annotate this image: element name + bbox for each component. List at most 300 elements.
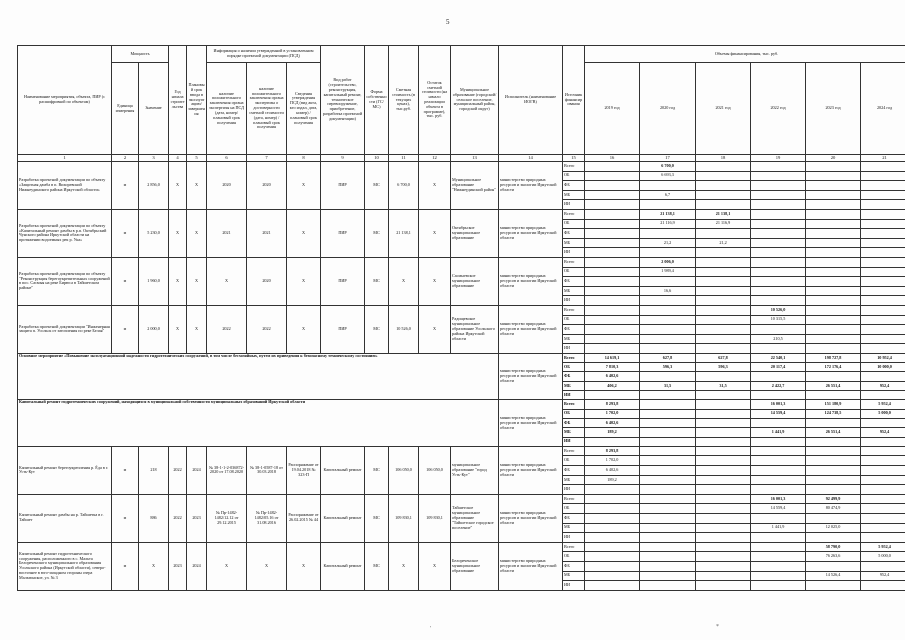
column-number: 20: [806, 155, 861, 162]
cell-amount: [806, 219, 861, 229]
cell-value: 1 960,0: [139, 257, 169, 305]
col-year-2022: 2022 год: [751, 63, 806, 155]
cell-value: 2 856,0: [139, 162, 169, 210]
cell-amount: [696, 200, 751, 210]
cell-source: ФБ: [563, 277, 585, 287]
cell-amount: [696, 523, 751, 533]
cell-amount: 406,2: [585, 381, 640, 390]
cell-amount: [751, 267, 806, 277]
cell-unit: м: [112, 446, 139, 494]
group-title: Капитальный ремонт гидротехнических сооружений, находящихся в муниципальной собственности муниципальных образований Иркутской области: [18, 400, 499, 446]
cell-amount: [585, 437, 640, 446]
cell-amount: 6 402,6: [585, 372, 640, 381]
cell-amount: [696, 277, 751, 287]
cell-unit: м: [112, 494, 139, 542]
cell-approval: Распоряжение от 19.04.2018 № 323-П: [287, 446, 321, 494]
cell-amount: 952,4: [861, 571, 905, 581]
cell-name: Разработка проектной документации по объекту "Реконструкция берегоукрепительных сооружений в пос. Сасмыя на реке Бирюса в Тайшетском районе": [18, 257, 112, 305]
cell-amount: [751, 344, 806, 354]
cell-amount: 14 559,4: [751, 409, 806, 418]
cell-work: ПИР: [321, 305, 365, 353]
cell-amount: [640, 181, 696, 191]
cell-amount: [696, 305, 751, 315]
cell-amount: [861, 523, 905, 533]
cell-amount: [640, 571, 696, 581]
cell-amount: [751, 171, 806, 181]
cell-amount: [585, 581, 640, 591]
cell-amount: [806, 514, 861, 524]
cell-amount: [861, 581, 905, 591]
cell-work: Капитальный ремонт: [321, 542, 365, 590]
column-number: 11: [389, 155, 419, 162]
column-number: 5: [187, 155, 207, 162]
cell-year-start: 2022: [169, 446, 187, 494]
cell-executor: министерство природных ресурсов и экологии Иркутской области: [499, 162, 563, 210]
cell-source: ФБ: [563, 181, 585, 191]
cell-amount: [640, 325, 696, 335]
column-number: 12: [419, 155, 451, 162]
cell-source: ОБ: [563, 409, 585, 418]
cell-source: МБ: [563, 286, 585, 296]
column-number: 1: [18, 155, 112, 162]
cell-amount: 1 702,0: [585, 409, 640, 418]
cell-amount: [751, 219, 806, 229]
cell-own: МС: [365, 305, 389, 353]
cell-amount: 21,2: [696, 238, 751, 248]
cell-amount: [751, 475, 806, 485]
cell-amount: [751, 446, 806, 456]
cell-amount: [696, 475, 751, 485]
col-year-2024: 2024 год: [861, 63, 905, 155]
cell-mun: муниципальное образование "город Усть-Кут": [451, 446, 499, 494]
cell-amount: [806, 209, 861, 219]
cell-amount: [696, 286, 751, 296]
cell-amount: [806, 334, 861, 344]
cell-name: Капитальный ремонт берегоукрепления р. Ёда в г. Усть-Кут: [18, 446, 112, 494]
cell-amount: 952,4: [861, 428, 905, 437]
cell-amount: [861, 494, 905, 504]
cell-amount: [696, 162, 751, 172]
cell-amount: [640, 475, 696, 485]
cell-amount: [751, 561, 806, 571]
cell-remaining: Х: [419, 209, 451, 257]
cell-amount: [640, 514, 696, 524]
cell-remaining: Х: [419, 305, 451, 353]
col-ownership: Форма собственности (ГС/МС): [365, 46, 389, 155]
cell-amount: [806, 257, 861, 267]
cell-amount: [585, 229, 640, 239]
cell-approval: Распоряжение от 26.02.2015 № 44: [287, 494, 321, 542]
cell-amount: [585, 571, 640, 581]
cell-name: Капитальный ремонт гидротехнического сооружения, расположенного в с. Мальта Белореченского муниципального образования Усольского района (Иркутской области), северо-восточнее в юго-западном стороны озера Мальтинское, ул. № 3: [18, 542, 112, 590]
cell-amount: [696, 267, 751, 277]
cell-amount: 6,7: [640, 190, 696, 200]
cell-amount: [640, 437, 696, 446]
cell-source: ФБ: [563, 325, 585, 335]
cell-amount: [751, 581, 806, 591]
cell-amount: [640, 504, 696, 514]
cell-amount: [585, 325, 640, 335]
cell-exp-cost: 2020: [247, 162, 287, 210]
cell-plan-end: Х: [187, 305, 207, 353]
cell-amount: [640, 456, 696, 466]
cell-source: ФБ: [563, 229, 585, 239]
cell-amount: [751, 257, 806, 267]
cell-source: МБ: [563, 238, 585, 248]
column-number: 9: [321, 155, 365, 162]
cell-amount: [861, 315, 905, 325]
cell-source: МБ: [563, 475, 585, 485]
cell-amount: [585, 257, 640, 267]
cell-executor: министерство природных ресурсов и экологии Иркутской области: [499, 257, 563, 305]
cell-amount: [640, 296, 696, 306]
col-approval: Сведения утверждения ПСД (вид акта, кто издал, дата, номер) / плановый срок получения: [287, 63, 321, 155]
cell-amount: [751, 162, 806, 172]
cell-value: 218: [139, 446, 169, 494]
cell-amount: 6 693,3: [640, 171, 696, 181]
cell-amount: [806, 162, 861, 172]
cell-source: Всего: [563, 257, 585, 267]
cell-amount: [806, 190, 861, 200]
cell-amount: [696, 315, 751, 325]
cell-amount: [806, 475, 861, 485]
cell-amount: [806, 267, 861, 277]
cell-work: ПИР: [321, 209, 365, 257]
cell-approval: Х: [287, 542, 321, 590]
table-row: [18, 446, 905, 456]
cell-mun: Радищевское муниципальное образование Усольского района Иркутской области: [451, 305, 499, 353]
cell-amount: [861, 219, 905, 229]
cell-source: МБ: [563, 571, 585, 581]
cell-work: ПИР: [321, 162, 365, 210]
cell-amount: [585, 552, 640, 562]
col-year-2021: 2021 год: [696, 63, 751, 155]
cell-amount: 21 116,9: [640, 219, 696, 229]
cell-amount: 151 180,9: [806, 400, 861, 409]
cell-amount: [585, 171, 640, 181]
cell-amount: [751, 200, 806, 210]
col-exp-cost: наличие положительного заключения органа экспертизы о достоверности сметной стоимости (дата, номер) / плановый срок получения: [247, 63, 287, 155]
cell-amount: [640, 391, 696, 400]
cell-executor: министерство природных ресурсов и экологии Иркутской области: [499, 209, 563, 257]
cell-amount: [696, 514, 751, 524]
cell-amount: [696, 466, 751, 476]
cell-plan-end: Х: [187, 162, 207, 210]
cell-amount: [861, 456, 905, 466]
cell-amount: [861, 418, 905, 427]
cell-amount: [585, 561, 640, 571]
cell-remaining: 109 830,1: [419, 494, 451, 542]
cell-amount: [806, 372, 861, 381]
cell-amount: [751, 456, 806, 466]
cell-amount: [640, 428, 696, 437]
cell-exp-cost: 2022: [247, 305, 287, 353]
cell-own: МС: [365, 494, 389, 542]
cell-cost: Х: [389, 542, 419, 590]
cell-amount: 20 117,4: [751, 363, 806, 372]
cell-amount: [861, 296, 905, 306]
cell-amount: [696, 542, 751, 552]
col-executor: Исполнитель (наименование ИОГВ): [499, 46, 563, 155]
cell-amount: [861, 561, 905, 571]
cell-approval: Х: [287, 209, 321, 257]
cell-source: ИИ: [563, 248, 585, 258]
cell-amount: [696, 552, 751, 562]
table-row: [18, 542, 905, 552]
cell-amount: [806, 181, 861, 191]
cell-amount: 31,5: [696, 381, 751, 390]
page-number: 5: [446, 18, 450, 26]
column-number: 10: [365, 155, 389, 162]
cell-amount: [806, 315, 861, 325]
cell-amount: [696, 325, 751, 335]
column-number: 8: [287, 155, 321, 162]
column-number: 16: [585, 155, 640, 162]
col-remaining: Остаток сметной стоимости (на начало реализации объекта в программе), тыс. руб.: [419, 46, 451, 155]
cell-amount: [861, 257, 905, 267]
cell-amount: [751, 437, 806, 446]
cell-amount: [751, 238, 806, 248]
cell-amount: [696, 494, 751, 504]
col-value: Значение: [139, 63, 169, 155]
cell-amount: 627,8: [640, 353, 696, 362]
cell-amount: [640, 409, 696, 418]
cell-amount: [696, 428, 751, 437]
cell-amount: [751, 277, 806, 287]
cell-amount: [861, 334, 905, 344]
cell-own: МС: [365, 446, 389, 494]
cell-source: МБ: [563, 428, 585, 437]
cell-amount: [585, 238, 640, 248]
table-row: [18, 494, 905, 504]
cell-plan-end: Х: [187, 209, 207, 257]
cell-amount: [751, 391, 806, 400]
cell-amount: [640, 552, 696, 562]
cell-amount: [861, 162, 905, 172]
cell-amount: [861, 238, 905, 248]
cell-amount: 21 138,1: [640, 209, 696, 219]
cell-cost: 109 830,1: [389, 494, 419, 542]
cell-amount: 6 402,6: [585, 418, 640, 427]
cell-source: МБ: [563, 190, 585, 200]
cell-amount: [640, 523, 696, 533]
cell-year-start: Х: [169, 209, 187, 257]
cell-amount: [861, 229, 905, 239]
cell-amount: [585, 267, 640, 277]
cell-source: ОБ: [563, 504, 585, 514]
cell-amount: 7 810,3: [585, 363, 640, 372]
cell-amount: [696, 561, 751, 571]
col-name: Наименование мероприятия, объекта, ПИР (с расшифровкой по объектам): [18, 46, 112, 155]
col-source: Источник финансирования: [563, 46, 585, 155]
cell-amount: [861, 286, 905, 296]
cell-amount: 26 551,4: [806, 381, 861, 390]
cell-amount: [696, 409, 751, 418]
cell-amount: [806, 446, 861, 456]
cell-cost: 106 050,0: [389, 446, 419, 494]
cell-remaining: Х: [419, 162, 451, 210]
cell-source: Всего: [563, 162, 585, 172]
cell-amount: 16 001,3: [751, 400, 806, 409]
cell-year-start: 2023: [169, 542, 187, 590]
cell-source: ОБ: [563, 267, 585, 277]
cell-amount: [696, 391, 751, 400]
cell-amount: [696, 181, 751, 191]
cell-source: ФБ: [563, 466, 585, 476]
cell-amount: [861, 533, 905, 543]
cell-amount: [585, 209, 640, 219]
cell-work: Капитальный ремонт: [321, 494, 365, 542]
cell-source: Всего: [563, 305, 585, 315]
cell-approval: Х: [287, 257, 321, 305]
cell-amount: [751, 372, 806, 381]
cell-amount: [806, 229, 861, 239]
cell-mun: Муниципальное образование "Нижнеудинский район": [451, 162, 499, 210]
cell-source: ФБ: [563, 561, 585, 571]
cell-exp-cost: № 38-1-0587-18 от 30.03.2018: [247, 446, 287, 494]
cell-amount: [861, 391, 905, 400]
cell-amount: 124 738,5: [806, 409, 861, 418]
cell-amount: [585, 190, 640, 200]
cell-amount: [861, 305, 905, 315]
cell-approval: Х: [287, 162, 321, 210]
cell-amount: [696, 418, 751, 427]
cell-own: МС: [365, 209, 389, 257]
cell-amount: 5 000,0: [861, 552, 905, 562]
col-exp-state: наличие положительного заключения органа экспертизы на ПСД (дата, номер/плановый срок получения: [207, 63, 247, 155]
cell-amount: [751, 466, 806, 476]
cell-amount: [640, 561, 696, 571]
cell-amount: [696, 485, 751, 495]
cell-amount: [696, 229, 751, 239]
cell-amount: [696, 296, 751, 306]
cell-cost: 10 526,0: [389, 305, 419, 353]
cell-amount: 5 000,0: [861, 409, 905, 418]
col-municipality: Муниципальное образование (городской/сельское поселение, муниципальный район, городской округ): [451, 46, 499, 155]
cell-amount: [640, 494, 696, 504]
cell-value: 886: [139, 494, 169, 542]
cell-source: ИИ: [563, 200, 585, 210]
cell-plan-end: Х: [187, 257, 207, 305]
cell-amount: 2 006,0: [640, 257, 696, 267]
cell-exp: Х: [207, 257, 247, 305]
cell-amount: [806, 305, 861, 315]
cell-own: МС: [365, 257, 389, 305]
col-group-capacity: Мощность: [112, 46, 169, 63]
cell-exp-cost: 2020: [247, 257, 287, 305]
cell-amount: 1 441,9: [751, 428, 806, 437]
cell-amount: 210,5: [751, 334, 806, 344]
cell-source: ФБ: [563, 372, 585, 381]
cell-amount: [806, 296, 861, 306]
cell-amount: 31,5: [640, 381, 696, 390]
cell-amount: [751, 181, 806, 191]
cell-amount: 189,2: [585, 428, 640, 437]
cell-amount: [861, 190, 905, 200]
cell-amount: [806, 277, 861, 287]
cell-amount: [806, 561, 861, 571]
cell-amount: 16 001,3: [751, 494, 806, 504]
cell-amount: 22 540,1: [751, 353, 806, 362]
cell-executor: министерство природных ресурсов и экологии Иркутской области: [499, 446, 563, 494]
cell-amount: [751, 552, 806, 562]
cell-cost: 6 700,0: [389, 162, 419, 210]
cell-amount: [861, 171, 905, 181]
column-number: 15: [563, 155, 585, 162]
cell-amount: 80 474,9: [806, 504, 861, 514]
cell-amount: 2 422,7: [751, 381, 806, 390]
cell-unit: м: [112, 257, 139, 305]
table-row: [18, 305, 905, 315]
cell-amount: [640, 305, 696, 315]
cell-amount: [861, 437, 905, 446]
cell-work: Капитальный ремонт: [321, 446, 365, 494]
table-row: [18, 257, 905, 267]
column-number: 7: [247, 155, 287, 162]
cell-amount: [585, 344, 640, 354]
cell-value: Х: [139, 542, 169, 590]
cell-source: ИИ: [563, 581, 585, 591]
cell-source: ИИ: [563, 296, 585, 306]
col-year-start: Год начала строительства: [169, 46, 187, 155]
cell-amount: 8 293,8: [585, 400, 640, 409]
cell-year-start: Х: [169, 162, 187, 210]
cell-amount: [640, 542, 696, 552]
footer-mark: *: [716, 624, 719, 630]
cell-amount: 21 138,1: [696, 209, 751, 219]
cell-amount: [861, 344, 905, 354]
cell-amount: 10 952,4: [861, 353, 905, 362]
cell-amount: [806, 200, 861, 210]
cell-amount: [640, 277, 696, 287]
cell-amount: [751, 514, 806, 524]
cell-year-start: Х: [169, 257, 187, 305]
cell-own: МС: [365, 542, 389, 590]
cell-amount: 952,4: [861, 381, 905, 390]
cell-amount: 596,3: [640, 363, 696, 372]
cell-amount: [696, 456, 751, 466]
cell-exp: № Пр-1482-1482/12.12 от 29.12.2015: [207, 494, 247, 542]
cell-name: Разработка проектной документации по объекту «Защитная дамба в п. Вихоревский Нижнеудинского района Иркутской области»: [18, 162, 112, 210]
column-number: 13: [451, 155, 499, 162]
cell-exp: 2021: [207, 209, 247, 257]
column-number: 17: [640, 155, 696, 162]
cell-amount: [585, 296, 640, 306]
cell-source: ИИ: [563, 391, 585, 400]
cell-executor: министерство природных ресурсов и экологии Иркутской области: [499, 353, 563, 399]
cell-unit: м: [112, 209, 139, 257]
cell-amount: [751, 248, 806, 258]
cell-amount: [861, 267, 905, 277]
cell-amount: [585, 277, 640, 287]
cell-amount: 627,8: [696, 353, 751, 362]
cell-amount: [751, 418, 806, 427]
column-number: 6: [207, 155, 247, 162]
cell-amount: [751, 286, 806, 296]
table-row: [18, 353, 905, 362]
cell-source: ОБ: [563, 171, 585, 181]
cell-source: ОБ: [563, 552, 585, 562]
col-group-finance: Объемы финансирования, тыс. руб.: [585, 46, 905, 63]
cell-amount: 6 700,0: [640, 162, 696, 172]
cell-exp-cost: Х: [247, 542, 287, 590]
cell-exp-cost: 2021: [247, 209, 287, 257]
cell-amount: [861, 248, 905, 258]
cell-amount: [806, 418, 861, 427]
cell-mun: Октябрьское муниципальное образование: [451, 209, 499, 257]
cell-source: ИИ: [563, 485, 585, 495]
cell-amount: [696, 400, 751, 409]
